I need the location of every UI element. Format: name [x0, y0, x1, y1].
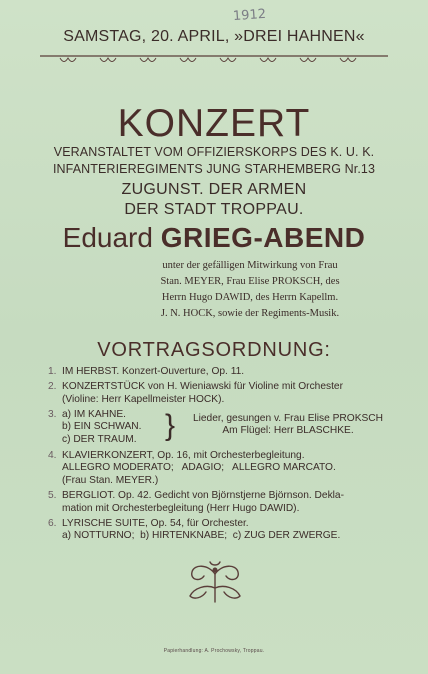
benefit-line-1: ZUGUNST. DER ARMEN	[121, 181, 307, 198]
item-text: IM HERBST. Konzert-Ouverture, Op. 11.	[62, 366, 245, 377]
program-item-1	[48, 366, 388, 379]
song-b: b) EIN SCHWAN.	[62, 421, 142, 433]
ornamental-rule	[40, 54, 388, 66]
organizer-line-1: VERANSTALTET VOM OFFIZIERSKORPS DES K. U. K.	[53, 145, 375, 159]
collab-line: J. N. HOCK, sowie der Regiments-Musik.	[160, 308, 340, 319]
item-text: ALLEGRO MODERATO; ADAGIO; ALLEGRO MARCATO.	[62, 462, 336, 474]
song-a: a) IM KAHNE.	[62, 408, 126, 420]
collab-line: unter der gefälligen Mitwirkung von Frau	[162, 260, 338, 271]
concert-title: KONZERT	[117, 102, 311, 145]
collab-line: Stan. MEYER, Frau Elise PROKSCH, des	[160, 276, 340, 287]
song-performers	[183, 413, 393, 438]
printer-imprint: Papierhandlung: A. Prochowsky, Troppau.	[163, 648, 265, 654]
program-item-5	[48, 490, 388, 515]
composer-first-name: Eduard	[62, 222, 153, 253]
program-item-4	[48, 450, 388, 488]
curly-brace-icon: }	[165, 408, 176, 442]
item-number: 3.	[48, 408, 57, 420]
program-item-3	[48, 409, 388, 447]
benefit-line-2: DER STADT TROPPAU.	[124, 201, 304, 218]
floral-ornament-icon	[184, 558, 246, 606]
item-number: 1.	[48, 366, 57, 377]
song-c: c) DER TRAUM.	[62, 433, 137, 445]
program-item-6	[48, 518, 388, 543]
evening-title: GRIEG-ABEND	[160, 222, 366, 253]
singer-note: Lieder, gesungen v. Frau Elise PROKSCH	[192, 412, 384, 424]
handwritten-year-note: 1912	[232, 6, 267, 25]
item-number: 6.	[48, 517, 57, 529]
item-text: KONZERTSTÜCK von H. Wieniawski für Violine mit Orchester	[62, 381, 343, 393]
item-number: 2.	[48, 381, 57, 393]
item-text: KLAVIERKONZERT, Op. 16, mit Orchesterbegleitung.	[62, 449, 305, 461]
item-text: LYRISCHE SUITE, Op. 54, für Orchester.	[62, 517, 249, 529]
date-venue-heading: SAMSTAG, 20. APRIL, »DREI HAHNEN«	[63, 28, 365, 45]
program-heading: VORTRAGSORDNUNG:	[97, 339, 331, 361]
program-list	[48, 366, 388, 545]
item-number: 4.	[48, 449, 57, 461]
grieg-evening-title	[0, 222, 428, 254]
item-text: (Frau Stan. MEYER.)	[62, 474, 159, 486]
item-text: (Violine: Herr Kapellmeister HOCK).	[62, 393, 225, 405]
item-text: a) NOTTURNO; b) HIRTENKNABE; c) ZUG DER ZWERGE.	[62, 530, 341, 542]
song-list	[62, 409, 172, 447]
collab-line: Herrn Hugo DAWID, des Herrn Kapellm.	[161, 292, 339, 303]
item-number: 5.	[48, 490, 57, 502]
organizer-line-2: INFANTERIEREGIMENTS JUNG STARHEMBERG Nr.13	[52, 162, 376, 176]
item-text: BERGLIOT. Op. 42. Gedicht von Björnstjerne Björnson. Dekla-	[62, 490, 344, 502]
piano-note: Am Flügel: Herr BLASCHKE.	[222, 425, 354, 437]
item-text: mation mit Orchesterbegleitung (Herr Hugo DAWID).	[62, 502, 300, 514]
program-item-2	[48, 381, 388, 406]
